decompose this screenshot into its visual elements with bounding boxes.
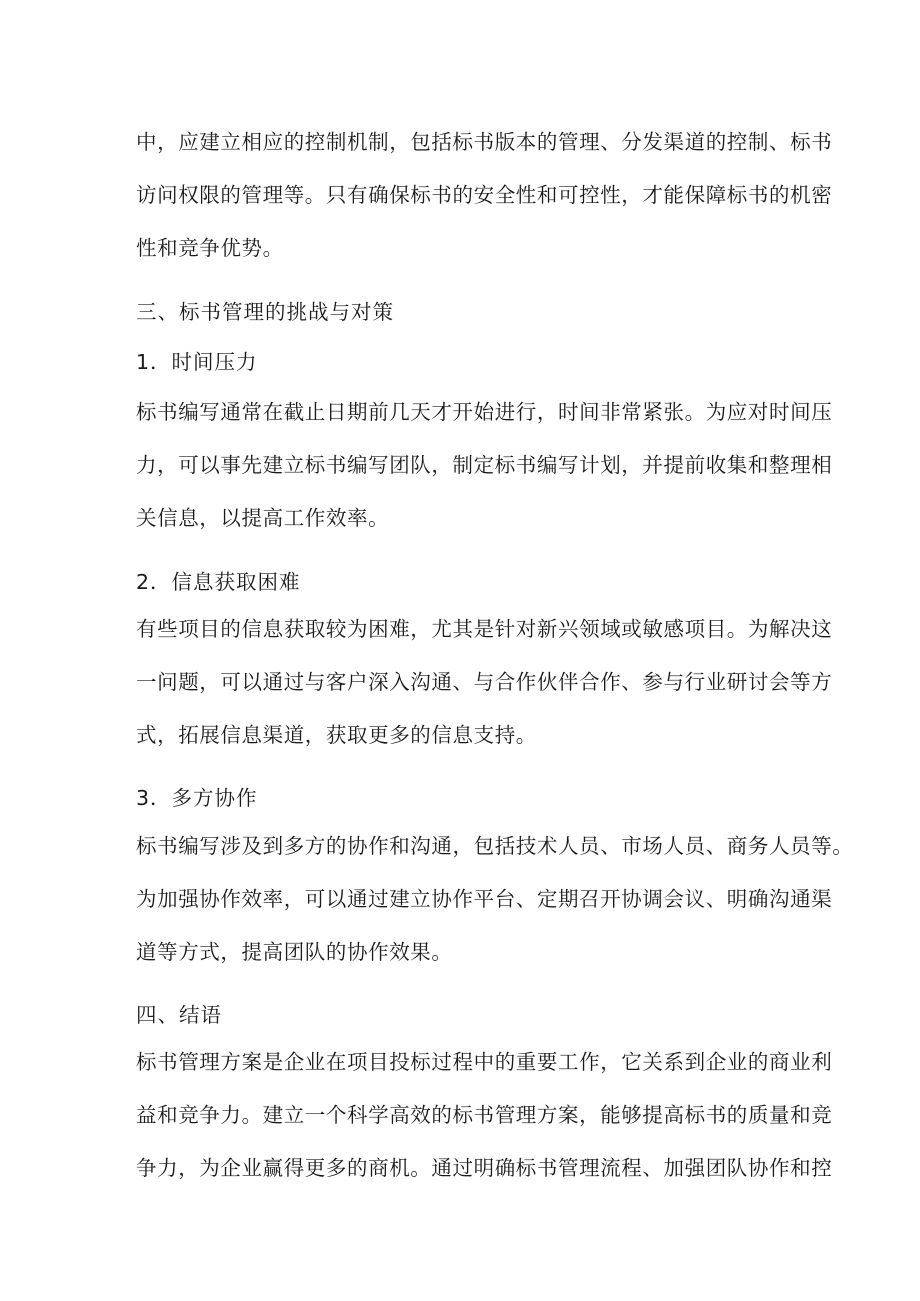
paragraph-line: 性和竞争优势。 <box>136 236 284 260</box>
paragraph-line: 关信息，以提高工作效率。 <box>136 506 390 530</box>
paragraph-line: 式，拓展信息渠道，获取更多的信息支持。 <box>136 723 537 747</box>
section-heading: 三、标书管理的挑战与对策 <box>136 300 394 324</box>
paragraph-line: 有些项目的信息获取较为困难，尤其是针对新兴领域或敏感项目。为解决这 <box>136 617 833 641</box>
paragraph-line: 力，可以事先建立标书编写团队，制定标书编写计划，并提前收集和整理相 <box>136 453 833 477</box>
paragraph-line: 访问权限的管理等。只有确保标书的安全性和可控性，才能保障标书的机密 <box>136 183 833 207</box>
paragraph-line: 一问题，可以通过与客户深入沟通、与合作伙伴合作、参与行业研讨会等方 <box>136 670 833 694</box>
subsection-heading: 2．信息获取困难 <box>136 570 301 594</box>
paragraph-line: 标书管理方案是企业在项目投标过程中的重要工作，它关系到企业的商业利 <box>136 1050 833 1074</box>
paragraph-line: 中，应建立相应的控制机制，包括标书版本的管理、分发渠道的控制、标书 <box>136 130 833 154</box>
subsection-heading: 1．时间压力 <box>136 350 258 374</box>
paragraph-line: 为加强协作效率，可以通过建立协作平台、定期召开协调会议、明确沟通渠 <box>136 887 833 911</box>
section-heading: 四、结语 <box>136 1003 222 1027</box>
paragraph-line: 标书编写通常在截止日期前几天才开始进行，时间非常紧张。为应对时间压 <box>136 400 833 424</box>
paragraph-line: 争力，为企业赢得更多的商机。通过明确标书管理流程、加强团队协作和控 <box>136 1156 833 1180</box>
paragraph-line: 标书编写涉及到多方的协作和沟通，包括技术人员、市场人员、商务人员等。 <box>136 834 854 858</box>
subsection-heading: 3．多方协作 <box>136 786 258 810</box>
paragraph-line: 道等方式，提高团队的协作效果。 <box>136 940 453 964</box>
paragraph-line: 益和竞争力。建立一个科学高效的标书管理方案，能够提高标书的质量和竞 <box>136 1103 833 1127</box>
